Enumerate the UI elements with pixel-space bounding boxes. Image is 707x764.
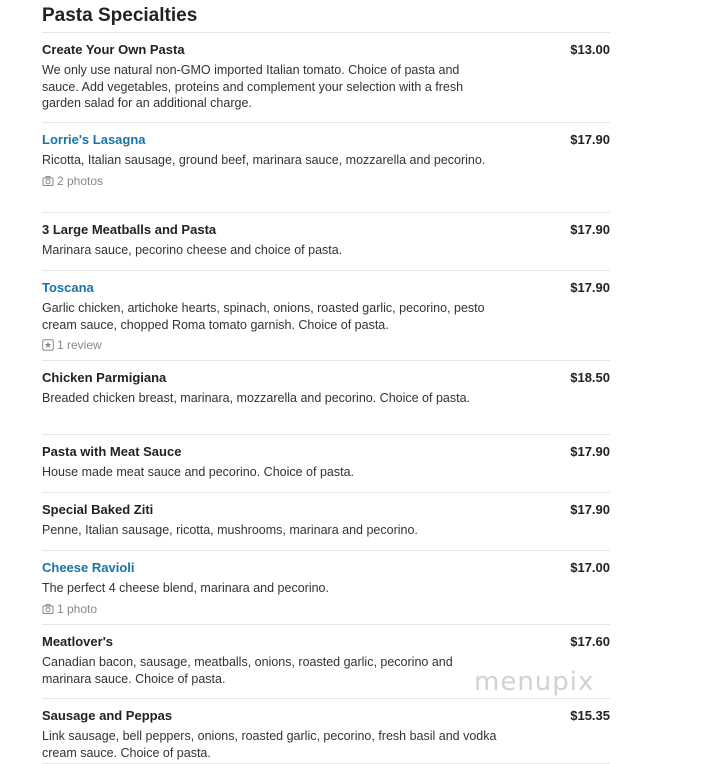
menu-item-meta[interactable] xyxy=(42,173,610,189)
menu-item xyxy=(42,33,610,123)
menu-item-description: The perfect 4 cheese blend, marinara and pecorino. xyxy=(42,581,329,595)
menu-item-meta-label: 1 review xyxy=(57,338,102,352)
menu-item-description: Marinara sauce, pecorino cheese and choice of pasta. xyxy=(42,243,343,257)
menu-item-header xyxy=(42,221,610,238)
menu-item-description: Ricotta, Italian sausage, ground beef, marinara sauce, mozzarella and pecorino. xyxy=(42,153,486,167)
menu-item-header xyxy=(42,279,610,296)
menu-item xyxy=(42,361,610,435)
menu-item-header xyxy=(42,369,610,386)
menu-item-name: Meatlover's xyxy=(42,634,114,649)
menu-item-price: $13.00 xyxy=(570,42,610,57)
menu-item-price: $17.00 xyxy=(570,560,610,575)
menu-item xyxy=(42,699,610,764)
menu-item-price: $17.60 xyxy=(570,634,610,649)
menu-item-description: House made meat sauce and pecorino. Choice of pasta. xyxy=(42,465,354,479)
menu-item-name: Pasta with Meat Sauce xyxy=(42,444,182,459)
menu-item-description: We only use natural non-GMO imported Italian tomato. Choice of pasta and sauce. Add vegetables, proteins and complement your selection with a fresh garden salad for an additional charge. xyxy=(42,63,464,110)
menu-item xyxy=(42,271,610,361)
menu-page xyxy=(42,0,610,764)
menu-item-name: Chicken Parmigiana xyxy=(42,370,167,385)
section-title: Pasta Specialties xyxy=(42,5,610,33)
menu-item-price: $18.50 xyxy=(570,370,610,385)
menu-item-description: Garlic chicken, artichoke hearts, spinach, onions, roasted garlic, pecorino, pesto cream sauce, chopped Roma tomato garnish. Choice of pasta. xyxy=(42,301,485,332)
menu-item-name: Sausage and Peppas xyxy=(42,708,173,723)
menu-item-price: $17.90 xyxy=(570,132,610,147)
menu-item-description: Breaded chicken breast, marinara, mozzarella and pecorino. Choice of pasta. xyxy=(42,391,471,405)
menu-item-header xyxy=(42,41,610,58)
menu-item-header xyxy=(42,707,610,724)
menu-item-meta[interactable] xyxy=(42,601,610,617)
camera-icon xyxy=(42,603,54,615)
menu-item-description: Penne, Italian sausage, ricotta, mushrooms, marinara and pecorino. xyxy=(42,523,418,537)
menu-item-price: $17.90 xyxy=(570,280,610,295)
menu-item-description: Link sausage, bell peppers, onions, roasted garlic, pecorino, fresh basil and vodka cream sauce. Choice of pasta. xyxy=(42,729,497,760)
watermark-logo: menupix xyxy=(474,667,595,697)
menu-item-link[interactable]: Toscana xyxy=(42,280,94,295)
menu-item xyxy=(42,213,610,271)
menu-item-price: $17.90 xyxy=(570,222,610,237)
menu-item-header xyxy=(42,559,610,576)
menu-item-name: Special Baked Ziti xyxy=(42,502,154,517)
menu-item-meta-label: 1 photo xyxy=(57,601,98,616)
menu-item-price: $17.90 xyxy=(570,444,610,459)
menu-item-header xyxy=(42,131,610,148)
menu-item-header xyxy=(42,633,610,650)
menu-item-link[interactable]: Lorrie's Lasagna xyxy=(42,132,146,147)
menu-item-name: 3 Large Meatballs and Pasta xyxy=(42,222,217,237)
camera-icon xyxy=(42,175,54,187)
menu-item-price: $17.90 xyxy=(570,502,610,517)
star-icon xyxy=(42,339,54,351)
menu-item xyxy=(42,435,610,493)
menu-item-header xyxy=(42,443,610,460)
menu-item-link[interactable]: Cheese Ravioli xyxy=(42,560,135,575)
menu-item-name: Create Your Own Pasta xyxy=(42,42,185,57)
menu-item-meta-label: 2 photos xyxy=(57,173,104,188)
menu-item xyxy=(42,123,610,213)
menu-item-header xyxy=(42,501,610,518)
menu-item xyxy=(42,493,610,551)
menu-item-description: Canadian bacon, sausage, meatballs, onions, roasted garlic, pecorino and marinara sauce. Choice of pasta. xyxy=(42,655,453,686)
menu-list xyxy=(42,33,610,764)
menu-item-price: $15.35 xyxy=(570,708,610,723)
menu-item xyxy=(42,551,610,625)
menu-item-meta[interactable] xyxy=(42,337,610,353)
